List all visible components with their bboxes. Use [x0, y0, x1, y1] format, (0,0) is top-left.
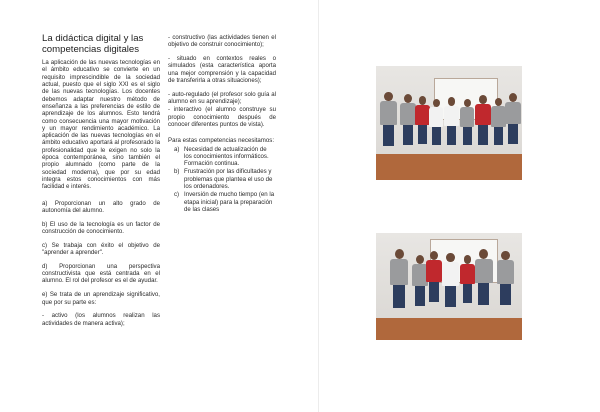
text-column-2 — [168, 34, 276, 214]
list-item — [174, 168, 276, 190]
list-item — [174, 146, 276, 168]
page-title: La didáctica digital y las competencias digitales — [42, 33, 144, 55]
point-d: d) Proporcionan una perspectiva constructivista que está centrada en el alumno. El rol del profesor es el de ayudar. — [42, 262, 160, 285]
point-activo: - activo (los alumnos realizan las actividades de manera activa); — [42, 312, 160, 327]
right-page — [319, 0, 600, 412]
point-b: b) El uso de la tecnología es un factor de construcción de conocimiento. — [42, 220, 160, 235]
group-photo-2 — [376, 233, 522, 340]
list-item-text: Frustración por las dificultades y problemas que plantea el uso de los ordenadores. — [184, 168, 273, 191]
point-e: e) Se trata de un aprendizaje significativo, que por su parte es: — [42, 291, 160, 306]
group-photo-1 — [376, 66, 522, 180]
point-c: c) Se trabaja con éxito el objetivo de "aprender a aprender". — [42, 241, 160, 257]
point-a: a) Proporcionan un alto grado de autonomía del alumno. — [42, 199, 160, 214]
point-interactivo: - interactivo (el alumno construye su propio conocimiento después de conocer diferentes puntos de vista). — [168, 106, 276, 128]
point-situado: - situado en contextos reales o simulados (esta característica aporta una mejor comprensión y la capacidad de transferirla a otras situaciones); — [168, 55, 276, 84]
list-item-label: a) — [174, 145, 180, 153]
list-item — [174, 191, 276, 213]
point-autoregulado: - auto-regulado (el profesor solo guía al alumno en su aprendizaje); — [168, 90, 276, 106]
list-item-text: Inversión de mucho tiempo (en la etapa inicial) para la preparación de las clases — [184, 191, 275, 213]
intro-paragraph: La aplicación de las nuevas tecnologías en el ámbito educativo se convierte en un requisito imprescindible de la sociedad actual, puesto que el siglo XXI es el siglo de las nuevas tecnologías. Los docentes debemos adaptar nuestro método de enseñanza a las preferencias de estilo de aprendizaje de los alumnos. Esto tendrá como consecuencia una mayor motivación y un mayor rendimiento académico. La aplicación de las nuevas tecnologías en el ámbito educativo aportará al profesorado la profesionalidad que le exigen no solo la época contemporánea, sino también el propio alumnado (como parte de la sociedad moderna), que por su edad integra estos conocimientos con más facilidad e interés. — [42, 59, 160, 191]
competencias-intro: Para estas competencias necesitamos: — [168, 137, 275, 145]
list-item-label: b) — [174, 168, 180, 176]
list-item-text: Necesidad de actualización de los conocimientos informáticos. Formación continua. — [184, 145, 269, 168]
text-column-1 — [42, 34, 160, 333]
needs-list — [174, 146, 276, 214]
list-item-label: c) — [174, 191, 180, 199]
point-constructivo: - constructivo (las actividades tienen el objetivo de construir conocimiento); — [168, 34, 276, 49]
